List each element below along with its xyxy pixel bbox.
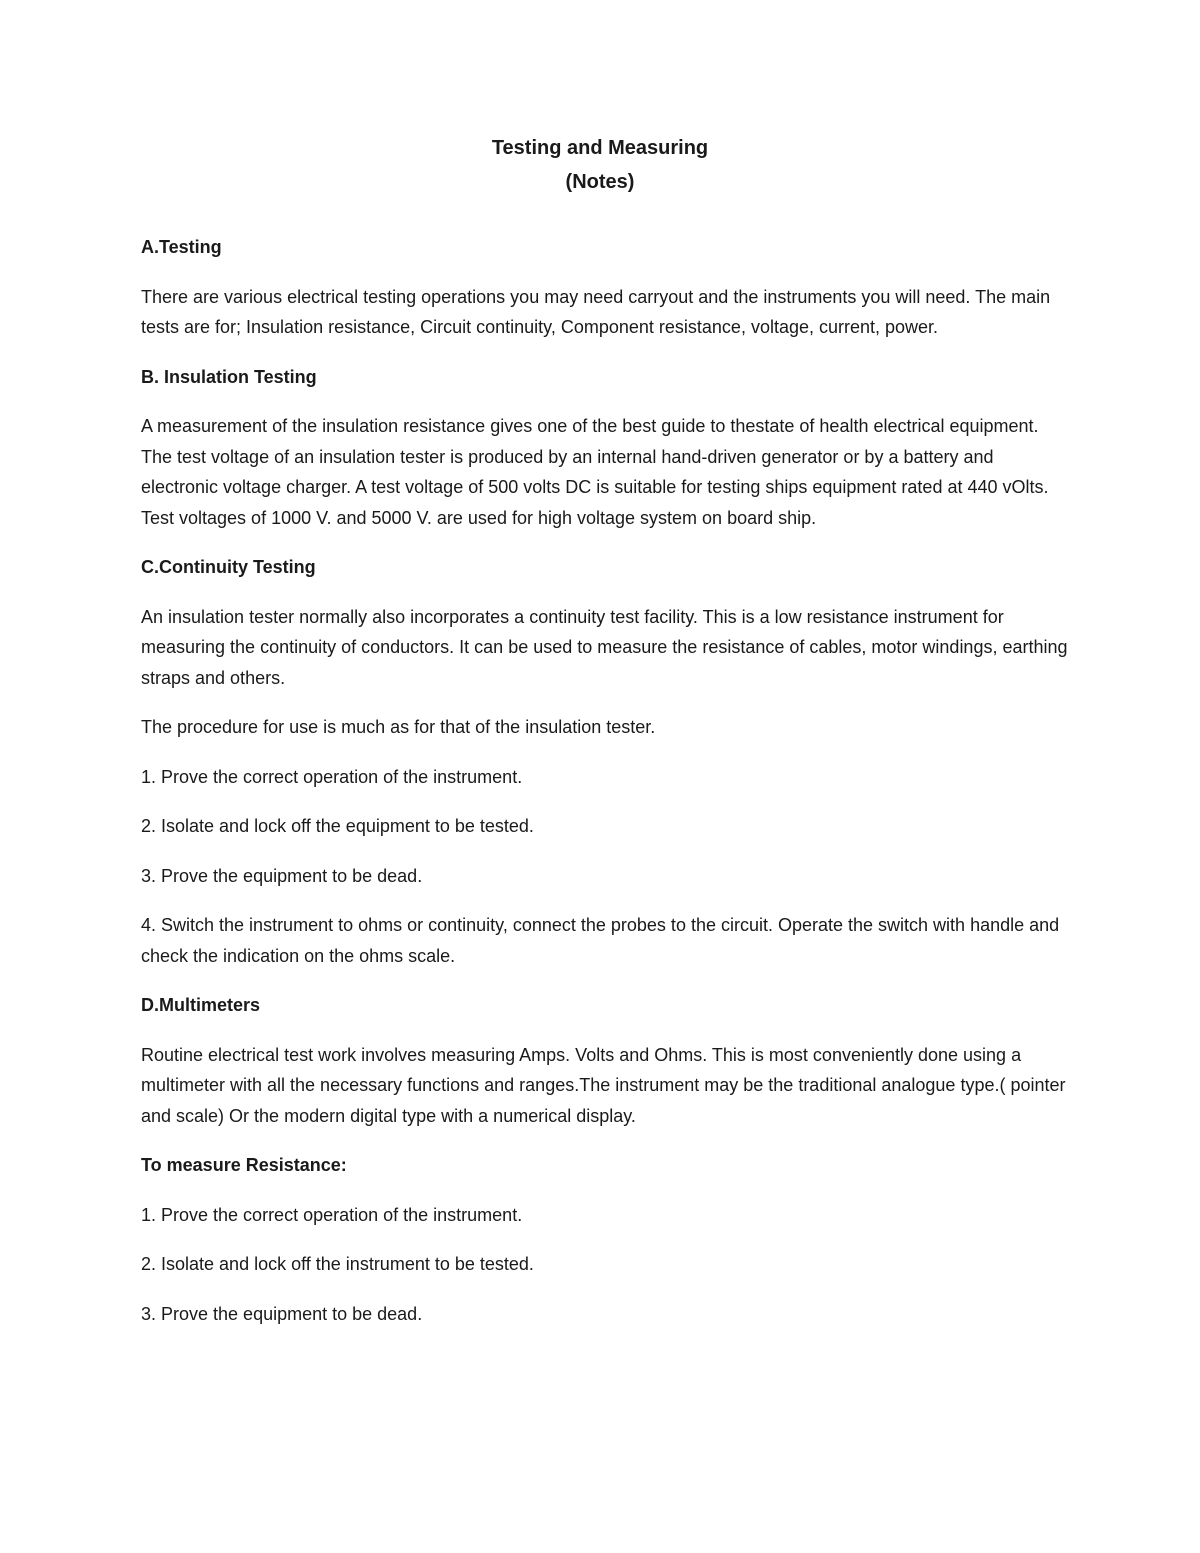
section-heading-continuity: C.Continuity Testing bbox=[141, 557, 316, 577]
paragraph-multimeters: Routine electrical test work involves measuring Amps. Volts and Ohms. This is most conveniently done using a multimeter with all the necessary functions and ranges.The instrument may be the traditional analogue type.( pointer and scale) Or the modern digital type with a numerical display. bbox=[141, 1044, 1066, 1126]
subheading-measure-resistance: To measure Resistance: bbox=[141, 1155, 347, 1175]
continuity-step: 3. Prove the equipment to be dead. bbox=[141, 865, 423, 886]
paragraph-testing-intro: There are various electrical testing operations you may need carryout and the instruments you will need. The main tests are for; Insulation resistance, Circuit continuity, Component resistance, voltage, current, power. bbox=[141, 286, 1051, 337]
paragraph-continuity: An insulation tester normally also incorporates a continuity test facility. This is a low resistance instrument for measuring the continuity of conductors. It can be used to measure the resistance of cables, motor windings, earthing straps and others. bbox=[141, 606, 1068, 688]
paragraph-insulation: A measurement of the insulation resistance gives one of the best guide to thestate of health electrical equipment. The test voltage of an insulation tester is produced by an internal hand-driven generator or by a battery and electronic voltage charger. A test voltage of 500 volts DC is suitable for testing ships equipment rated at 440 vOlts. Test voltages of 1000 V. and 5000 V. are used for high voltage system on board ship. bbox=[141, 416, 1049, 528]
continuity-step: 2. Isolate and lock off the equipment to be tested. bbox=[141, 816, 534, 836]
continuity-step: 1. Prove the correct operation of the instrument. bbox=[141, 766, 523, 787]
paragraph-continuity-procedure: The procedure for use is much as for that of the insulation tester. bbox=[141, 717, 656, 737]
section-heading-insulation: B. Insulation Testing bbox=[141, 366, 317, 387]
title-line-notes: (Notes) bbox=[565, 171, 635, 193]
section-heading-testing: A.Testing bbox=[141, 237, 222, 257]
resistance-step: 2. Isolate and lock off the instrument to be tested. bbox=[141, 1254, 534, 1274]
resistance-step: 3. Prove the equipment to be dead. bbox=[141, 1303, 423, 1324]
resistance-step: 1. Prove the correct operation of the instrument. bbox=[141, 1204, 523, 1225]
section-heading-multimeters: D.Multimeters bbox=[141, 995, 261, 1015]
document-title bbox=[0, 131, 1200, 199]
title-line-main: Testing and Measuring bbox=[491, 137, 709, 159]
continuity-step: 4. Switch the instrument to ohms or continuity, connect the probes to the circuit. Operate the switch with handle and check the indication on the ohms scale. bbox=[141, 915, 1060, 966]
document-body bbox=[141, 232, 1071, 1348]
